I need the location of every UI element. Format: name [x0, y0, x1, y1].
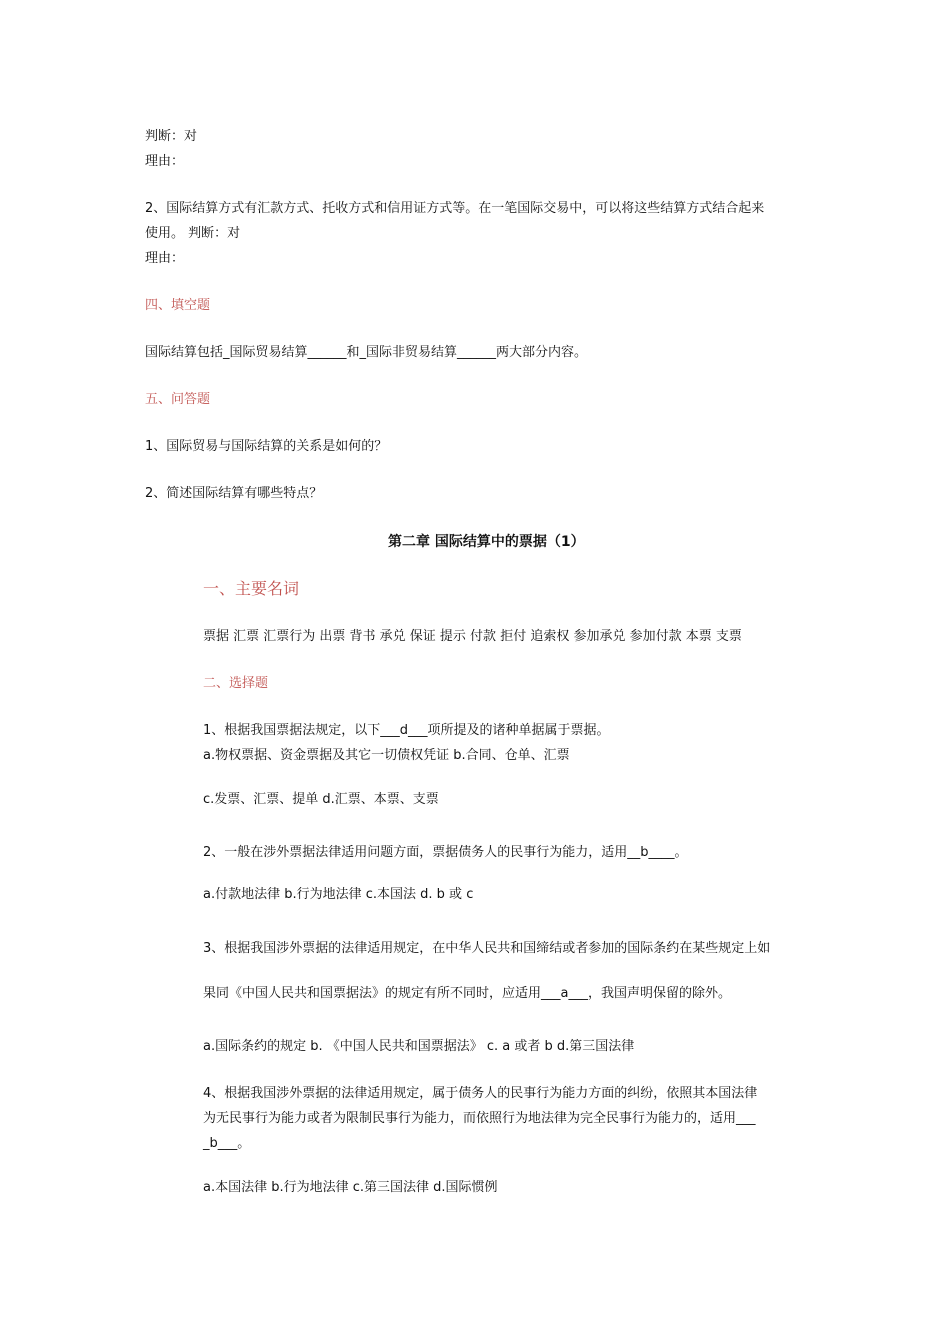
qa-question-1: 1、国际贸易与国际结算的关系是如何的？: [145, 439, 388, 454]
section-heading-qa: 五、问答题: [145, 392, 211, 407]
chapter-title: 第二章 国际结算中的票据（1）: [388, 534, 585, 550]
terms-heading: 一、主要名词: [203, 579, 300, 598]
qa-question-2: 2、简述国际结算有哪些特点？: [145, 486, 323, 501]
choice-question-2: 2、一般在涉外票据法律适用问题方面，票据债务人的民事行为能力，适用__b____。: [203, 845, 688, 860]
question-text: 2、国际结算方式有汇款方式、托收方式和信用证方式等。在一笔国际交易中，可以将这些结算方式结合起来: [145, 201, 765, 216]
choice-options: c.发票、汇票、提单 d.汇票、本票、支票: [203, 792, 439, 807]
choice-question-3: 果同《中国人民共和国票据法》的规定有所不同时，应适用___a___，我国声明保留的除外。: [203, 986, 731, 1001]
choice-question-4: 为无民事行为能力或者为限制民事行为能力，而依照行为地法律为完全民事行为能力的，适用___: [203, 1111, 756, 1126]
choice-options: a.物权票据、资金票据及其它一切债权凭证 b.合同、仓单、汇票: [203, 748, 570, 763]
choice-options: a.付款地法律 b.行为地法律 c.本国法 d. b 或 c: [203, 887, 474, 902]
choice-options: a.国际条约的规定 b. 《中国人民共和国票据法》 c. a 或者 b d.第三国法律: [203, 1039, 635, 1054]
reason-line: 理由：: [145, 154, 185, 169]
choice-question-1: 1、根据我国票据法规定，以下___d___项所提及的诸种单据属于票据。: [203, 723, 610, 738]
choice-question-3: 3、根据我国涉外票据的法律适用规定，在中华人民共和国缔结或者参加的国际条约在某些规定上如: [203, 941, 771, 956]
choice-question-4: 4、根据我国涉外票据的法律适用规定，属于债务人的民事行为能力方面的纠纷，依照其本国法律: [203, 1086, 758, 1101]
choice-heading: 二、选择题: [203, 676, 269, 691]
judgement-line: 判断：对: [145, 129, 198, 144]
choice-options: a.本国法律 b.行为地法律 c.第三国法律 d.国际惯例: [203, 1180, 498, 1195]
choice-question-4: _b___。: [203, 1136, 251, 1151]
fill-in-text: 国际结算包括_国际贸易结算______和_国际非贸易结算______两大部分内容。: [145, 345, 588, 360]
section-heading-fill-in: 四、填空题: [145, 298, 211, 313]
terms-list: 票据 汇票 汇票行为 出票 背书 承兑 保证 提示 付款 拒付 追索权 参加承兑 参加付款 本票 支票: [203, 629, 742, 644]
question-text: 使用。 判断：对: [145, 226, 241, 241]
reason-line: 理由：: [145, 251, 185, 266]
